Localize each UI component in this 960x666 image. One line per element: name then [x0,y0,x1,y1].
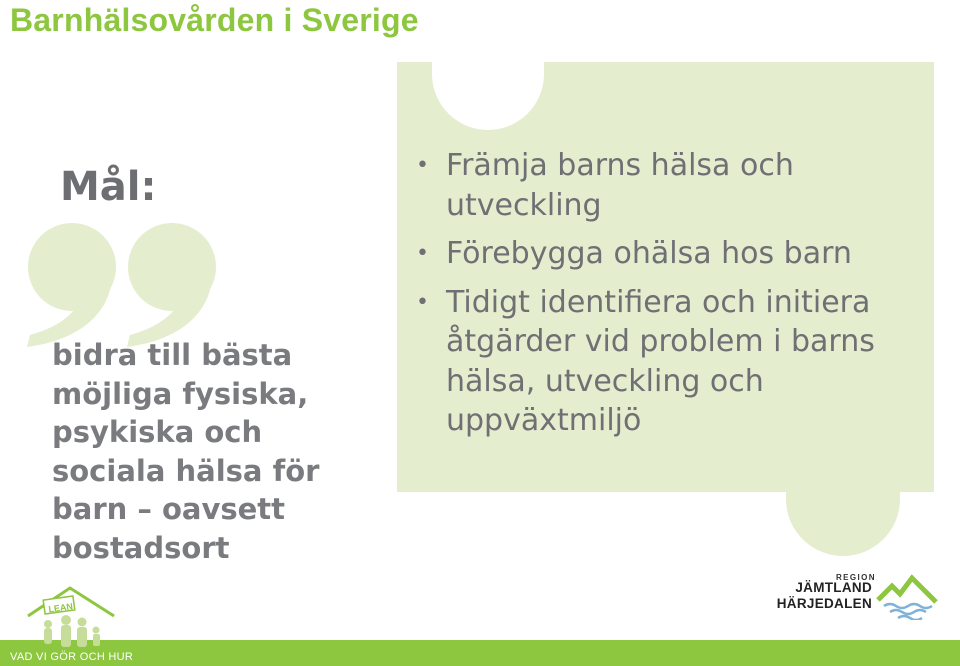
quote-mark-icon [22,215,227,350]
bullet-line: åtgärder vid problem i barns [446,324,875,359]
goal-line: psykiska och [52,415,263,449]
goal-line: bostadsort [52,530,230,565]
panel-notch [432,0,544,130]
footer-bar [0,640,960,666]
house-logo-label: LEAN [47,601,74,615]
bullet-icon: • [416,289,429,315]
goal-line: sociala hälsa för [52,453,320,488]
bullet-line: uppväxtmiljö [446,403,642,438]
bullet-line: Förebygga ohälsa hos barn [446,236,852,271]
goal-line: bidra till bästa [52,338,293,372]
goal-text [52,336,382,567]
bullet-item [416,234,926,274]
goal-line: möjliga fysiska, [52,376,309,411]
bullet-list [416,146,926,450]
bullet-line: hälsa, utveckling och [446,363,764,399]
region-logo-line2: HÄRJEDALEN [776,596,872,611]
bullet-icon: • [416,153,429,178]
house-family-icon [22,584,118,656]
bullet-line: utveckling [446,187,602,223]
region-logo-small: REGION [836,573,876,582]
goal-label: Mål: [60,164,157,210]
region-logo-line1: JÄMTLAND [795,580,872,595]
goal-line: barn – oavsett [52,492,286,526]
bullet-item [416,283,926,441]
mountain-logo-icon [876,574,938,620]
bullet-icon: • [416,241,429,266]
footer-text: VAD VI GÖR OCH HUR [10,651,134,663]
page-title: Barnhälsovården i Sverige [10,2,419,38]
bullet-item [416,146,926,225]
bullet-line: Främja barns hälsa och [446,148,794,183]
bullet-line: Tidigt identifiera och initiera [446,284,871,320]
